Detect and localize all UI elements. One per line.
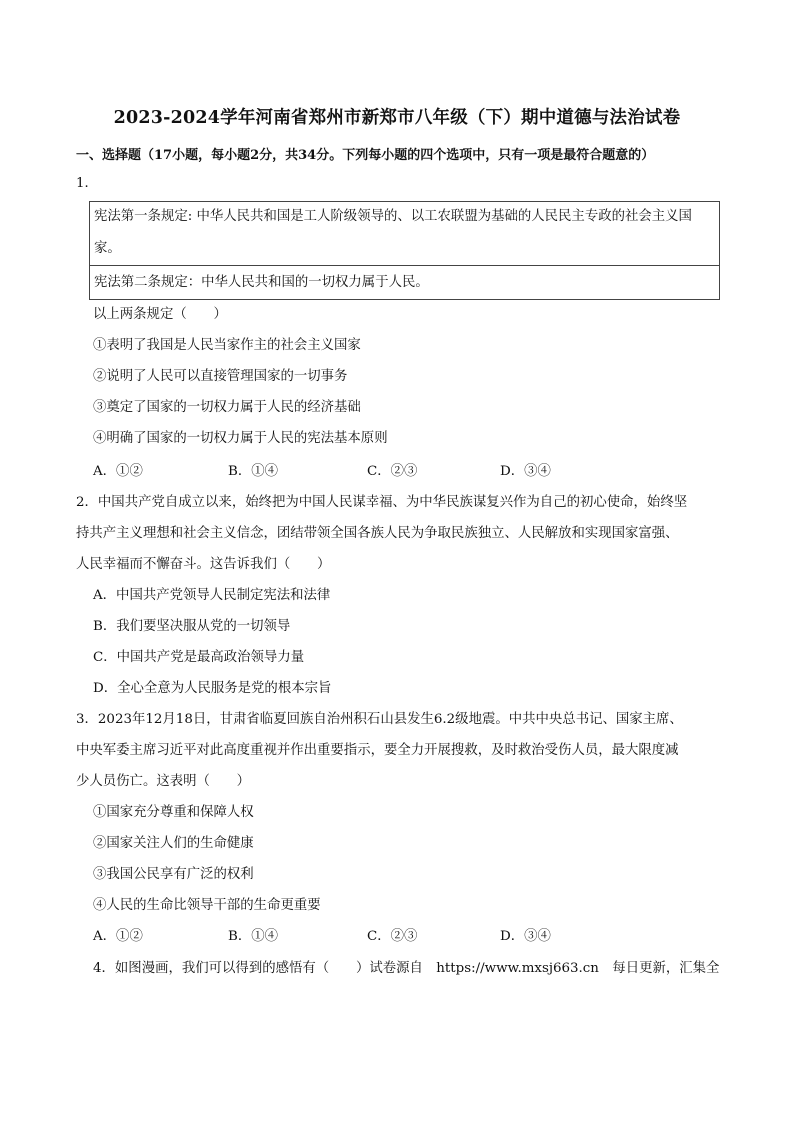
statement-item: ④明确了国家的一切权力属于人民的宪法基本原则 (93, 431, 388, 446)
option-b: B．①④ (228, 929, 279, 944)
statement-item: ②国家关注人们的生命健康 (93, 836, 254, 851)
option-b: B．①④ (228, 464, 279, 479)
question-1-stem: 以上两条规定（ ） (93, 307, 227, 322)
statement-item: ④人民的生命比领导干部的生命更重要 (93, 898, 321, 913)
question-2-line: 人民幸福而不懈奋斗。这告诉我们（ ） (76, 557, 331, 572)
option-d: D．③④ (500, 464, 551, 479)
quote-box-article-1 (89, 201, 720, 266)
option-a: A．①② (93, 464, 143, 479)
page-title: 2023-2024学年河南省郑州市新郑市八年级（下）期中道德与法治试卷 (113, 108, 681, 128)
question-3-line: 3．2023年12月18日，甘肃省临夏回族自治州积石山县发生6.2级地震。中共中央总书记、国家主席、 (76, 712, 683, 727)
option-c: C．中国共产党是最高政治领导力量 (93, 650, 305, 665)
option-c: C．②③ (367, 929, 418, 944)
option-c: C．②③ (367, 464, 418, 479)
statement-item: ②说明了人民可以直接管理国家的一切事务 (93, 369, 348, 384)
option-a: A．中国共产党领导人民制定宪法和法律 (93, 588, 331, 603)
quote-box-article-2 (89, 265, 720, 300)
section-heading: 一、选择题（17小题，每小题2分，共34分。下列每小题的四个选项中，只有一项是最符合题意的） (76, 148, 655, 163)
option-d: D．③④ (500, 929, 551, 944)
statement-item: ①国家充分尊重和保障人权 (93, 805, 254, 820)
option-d: D．全心全意为人民服务是党的根本宗旨 (93, 681, 332, 696)
quote-row: 家。 (94, 241, 121, 256)
statement-item: ③奠定了国家的一切权力属于人民的经济基础 (93, 400, 361, 415)
question-1-number: 1． (76, 176, 98, 191)
option-b: B．我们要坚决服从党的一切领导 (93, 619, 291, 634)
question-3-line: 中央军委主席习近平对此高度重视并作出重要指示，要全力开展搜救，及时救治受伤人员，最大限度减 (76, 743, 679, 758)
statement-item: ①表明了我国是人民当家作主的社会主义国家 (93, 338, 361, 353)
quote-row: 宪法第二条规定：中华人民共和国的一切权力属于人民。 (94, 275, 429, 290)
quote-row: 宪法第一条规定: 中华人民共和国是工人阶级领导的、以工农联盟为基础的人民民主专政的社会主义国 (94, 209, 692, 224)
statement-item: ③我国公民享有广泛的权利 (93, 867, 254, 882)
question-4-line: 4．如图漫画，我们可以得到的感悟有（ ）试卷源自 https://www.mxsj663.cn 每日更新，汇集全 (93, 961, 720, 976)
question-2-line: 2．中国共产党自成立以来，始终把为中国人民谋幸福、为中华民族谋复兴作为自己的初心使命，始终坚 (76, 495, 688, 510)
question-3-line: 少人员伤亡。这表明（ ） (76, 774, 251, 789)
option-a: A．①② (93, 929, 143, 944)
question-2-line: 持共产主义理想和社会主义信念，团结带领全国各族人民为争取民族独立、人民解放和实现国家富强、 (76, 526, 679, 541)
